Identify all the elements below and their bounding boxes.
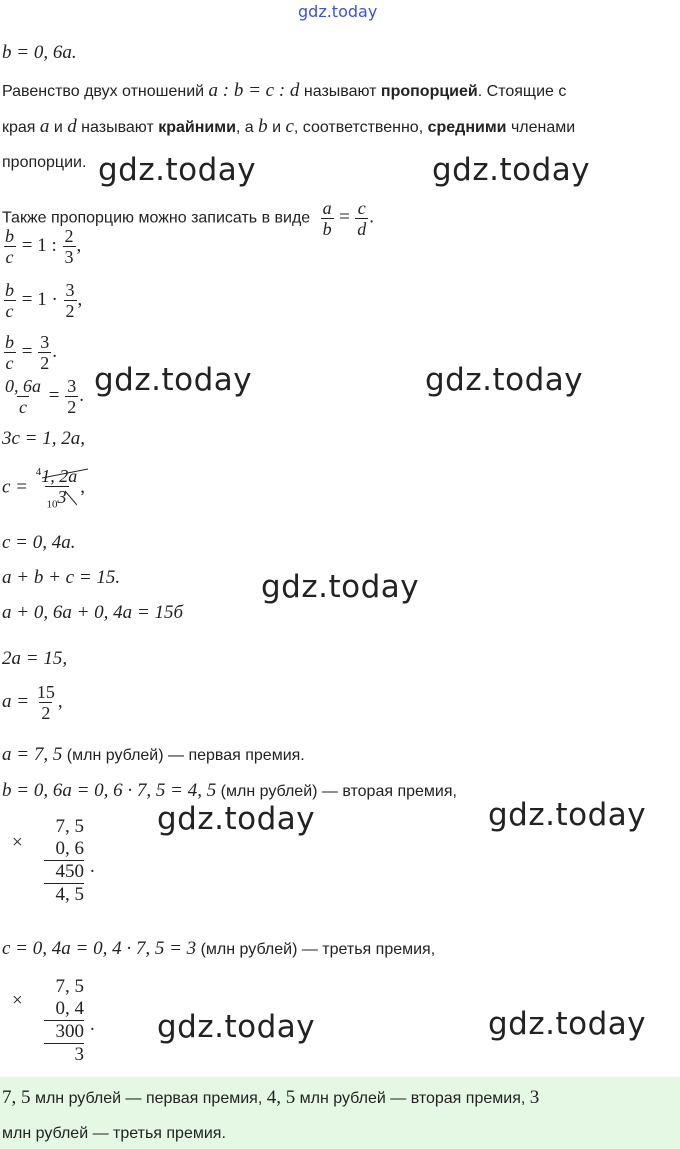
eq-06a-c: $\frac{0, 6a}{c}$ = $\frac{3}{2}$ . [5, 376, 84, 417]
watermark-8: gdz.today [157, 1009, 316, 1045]
eq-c-3: c = 0, 4a = 0, 4 · 7, 5 = 3 (млн рублей) — третья премия, [2, 938, 436, 959]
watermark-3: gdz.today [94, 362, 253, 398]
cancel-stroke-icon [42, 466, 88, 480]
eq-bc-ratio: $\frac{b}{c}$ = 1 : $\frac{2}{3}$ , [5, 226, 82, 267]
mult2-column: 7, 5 0, 4 300 3 [44, 976, 84, 1066]
eq-c-04a: c = 0, 4a. [2, 532, 76, 553]
eq-bc-product: $\frac{b}{c}$ = 1 · $\frac{3}{2}$ , [5, 280, 83, 321]
eq-2a: 2a = 15, [2, 648, 68, 669]
answer-line-1: 7, 5 млн рублей — первая премия, 4, 5 млн рублей — вторая премия, 3 [2, 1087, 540, 1108]
eq-b-45: b = 0, 6a = 0, 6 · 7, 5 = 4, 5 (млн рублей) — вторая премия, [2, 780, 457, 801]
paragraph-line-4: Также пропорцию можно записать в виде $\frac{a}{b}$ = $\frac{c}{d}$ . [2, 198, 375, 239]
mult2-sign: × [12, 990, 23, 1011]
paragraph-line-2: края a и d называют крайними, а b и c, соответственно, средними членами [2, 116, 576, 137]
mult1-sign: × [12, 832, 23, 853]
top-watermark: gdz.today [298, 2, 378, 21]
answer-box [0, 1077, 680, 1149]
mult2-end: . [90, 1014, 95, 1035]
eq-b-06a: b = 0, 6a. [2, 42, 77, 63]
fraction-a-b: $\frac{a}{b}$ [322, 198, 332, 239]
eq-a-15-2: a = $\frac{15}{2}$ , [2, 682, 63, 723]
mult1-column: 7, 5 0, 6 450 4, 5 [44, 816, 84, 906]
fraction-c-d: $\frac{c}{d}$ [357, 198, 367, 239]
eq-bc-32: $\frac{b}{c}$ = $\frac{3}{2}$ . [5, 332, 57, 373]
paragraph-line-1: Равенство двух отношений a : b = c : d называют пропорцией. Стоящие с [2, 80, 567, 101]
answer-line-2: млн рублей — третья премия. [2, 1125, 226, 1142]
watermark-2: gdz.today [432, 152, 591, 188]
eq-c-frac: c = $\frac{^41, 2a}{_{10}3}$ , [2, 462, 85, 515]
watermark-5: gdz.today [261, 569, 420, 605]
watermark-7: gdz.today [488, 797, 647, 833]
watermark-6: gdz.today [157, 801, 316, 837]
paragraph-line-3: пропорции. [2, 154, 87, 171]
eq-3c: 3c = 1, 2a, [2, 428, 86, 449]
eq-a-75: a = 7, 5 (млн рублей) — первая премия. [2, 744, 305, 765]
watermark-4: gdz.today [425, 362, 584, 398]
cancel-stroke-icon-2 [65, 489, 77, 507]
mult1-end: . [90, 856, 95, 877]
eq-sum-expanded: a + 0, 6a + 0, 4a = 15б [2, 602, 184, 623]
watermark-9: gdz.today [488, 1006, 647, 1042]
eq-sum: a + b + c = 15. [2, 567, 121, 588]
watermark-1: gdz.today [98, 152, 257, 188]
